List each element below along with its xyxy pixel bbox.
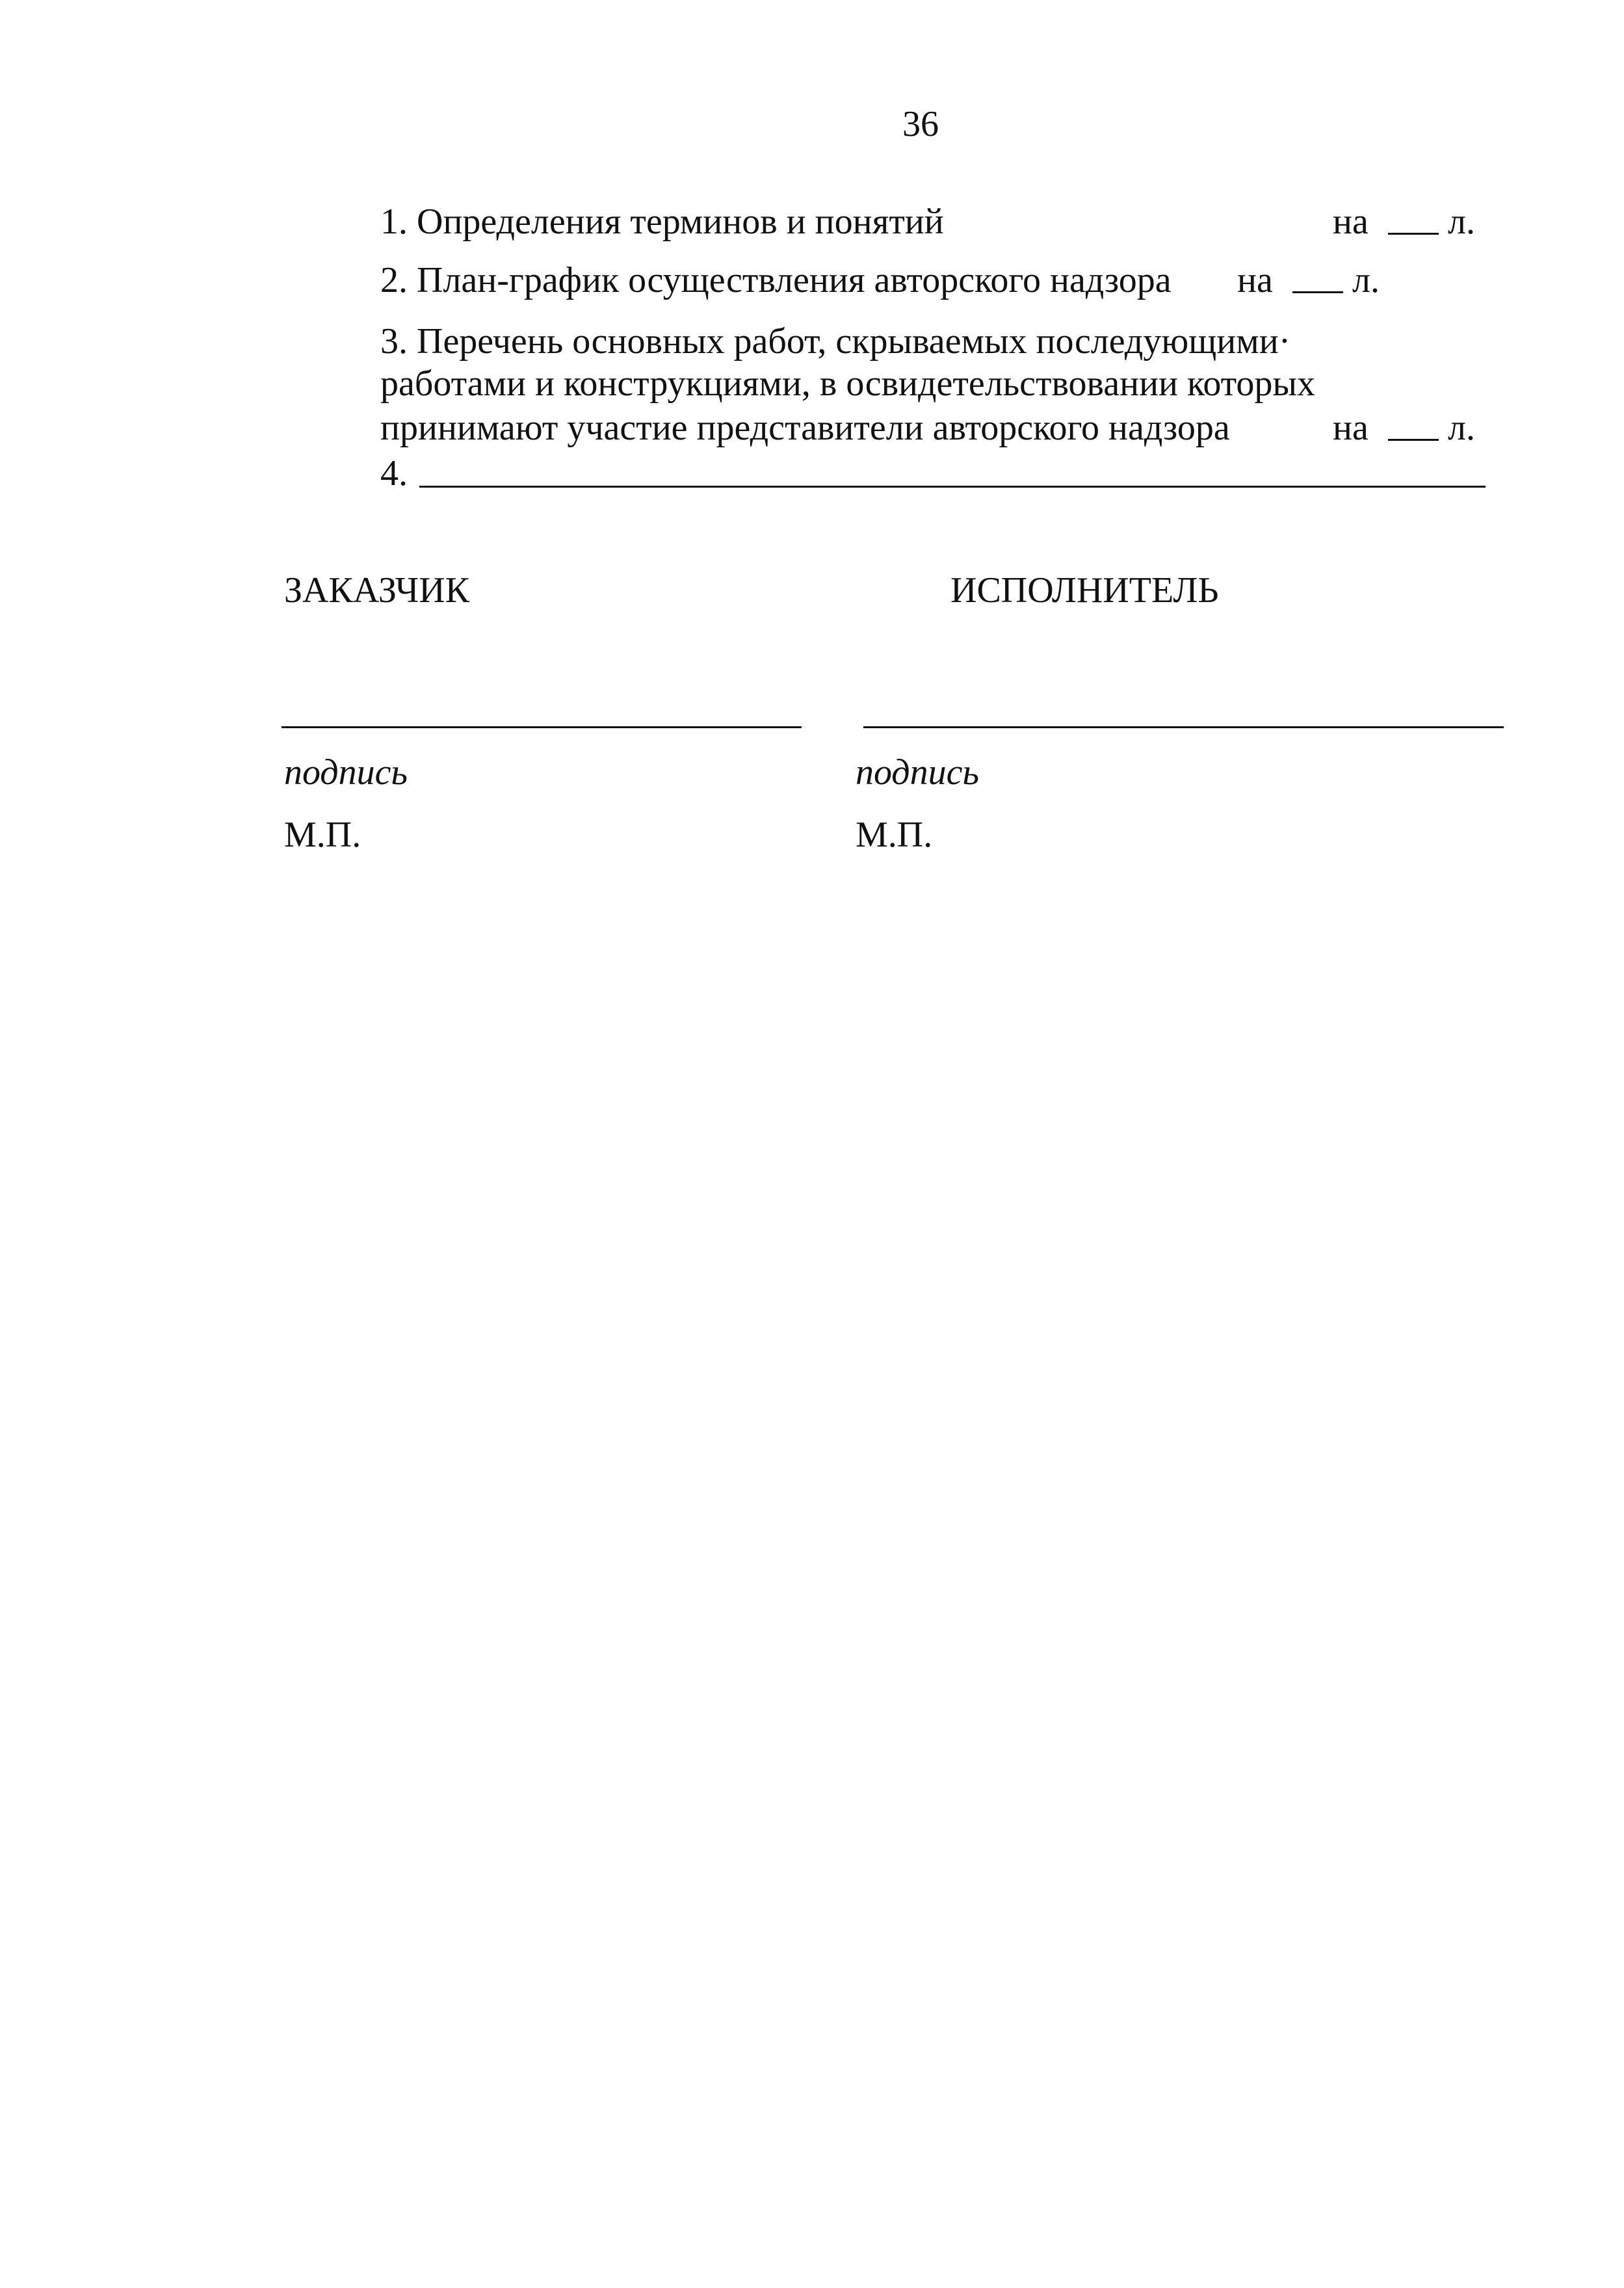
attachment-item-2-sheet-suffix: л. bbox=[1352, 260, 1380, 300]
attachment-item-4-blank-line bbox=[419, 486, 1486, 488]
attachment-item-2-sheets-blank bbox=[1292, 291, 1343, 293]
contractor-seal-label: М.П. bbox=[856, 815, 933, 855]
contractor-title: ИСПОЛНИТЕЛЬ bbox=[950, 570, 1219, 611]
attachment-item-3-line-2: работами и конструкциями, в освидетельствовании которых bbox=[380, 363, 1316, 404]
attachment-item-4-number: 4. bbox=[380, 453, 408, 493]
attachment-item-1-sheet-suffix: л. bbox=[1448, 202, 1475, 242]
contractor-signature-line bbox=[863, 726, 1504, 728]
attachment-item-1-label: 1. Определения терминов и понятий bbox=[380, 202, 944, 242]
customer-signature-line bbox=[282, 726, 802, 728]
customer-title: ЗАКАЗЧИК bbox=[284, 570, 470, 611]
customer-seal-label: М.П. bbox=[284, 815, 361, 855]
attachment-item-3-sheet-suffix: л. bbox=[1448, 408, 1475, 448]
contractor-signature-label: подпись bbox=[856, 752, 979, 793]
attachment-item-3-line-1: 3. Перечень основных работ, скрываемых последующими· bbox=[380, 321, 1291, 362]
customer-signature-label: подпись bbox=[284, 752, 408, 793]
attachment-item-2-label: 2. План-график осуществления авторского надзора bbox=[380, 260, 1172, 300]
attachment-item-3-sheets-blank bbox=[1388, 439, 1439, 441]
attachment-item-2-na: на bbox=[1237, 260, 1273, 300]
attachment-item-1-sheets-blank bbox=[1388, 233, 1439, 235]
attachment-item-3-na: на bbox=[1333, 408, 1369, 448]
attachment-item-1-na: на bbox=[1333, 202, 1369, 242]
attachment-item-3-line-3: принимают участие представители авторского надзора bbox=[380, 408, 1230, 448]
page-number: 36 bbox=[902, 104, 939, 144]
